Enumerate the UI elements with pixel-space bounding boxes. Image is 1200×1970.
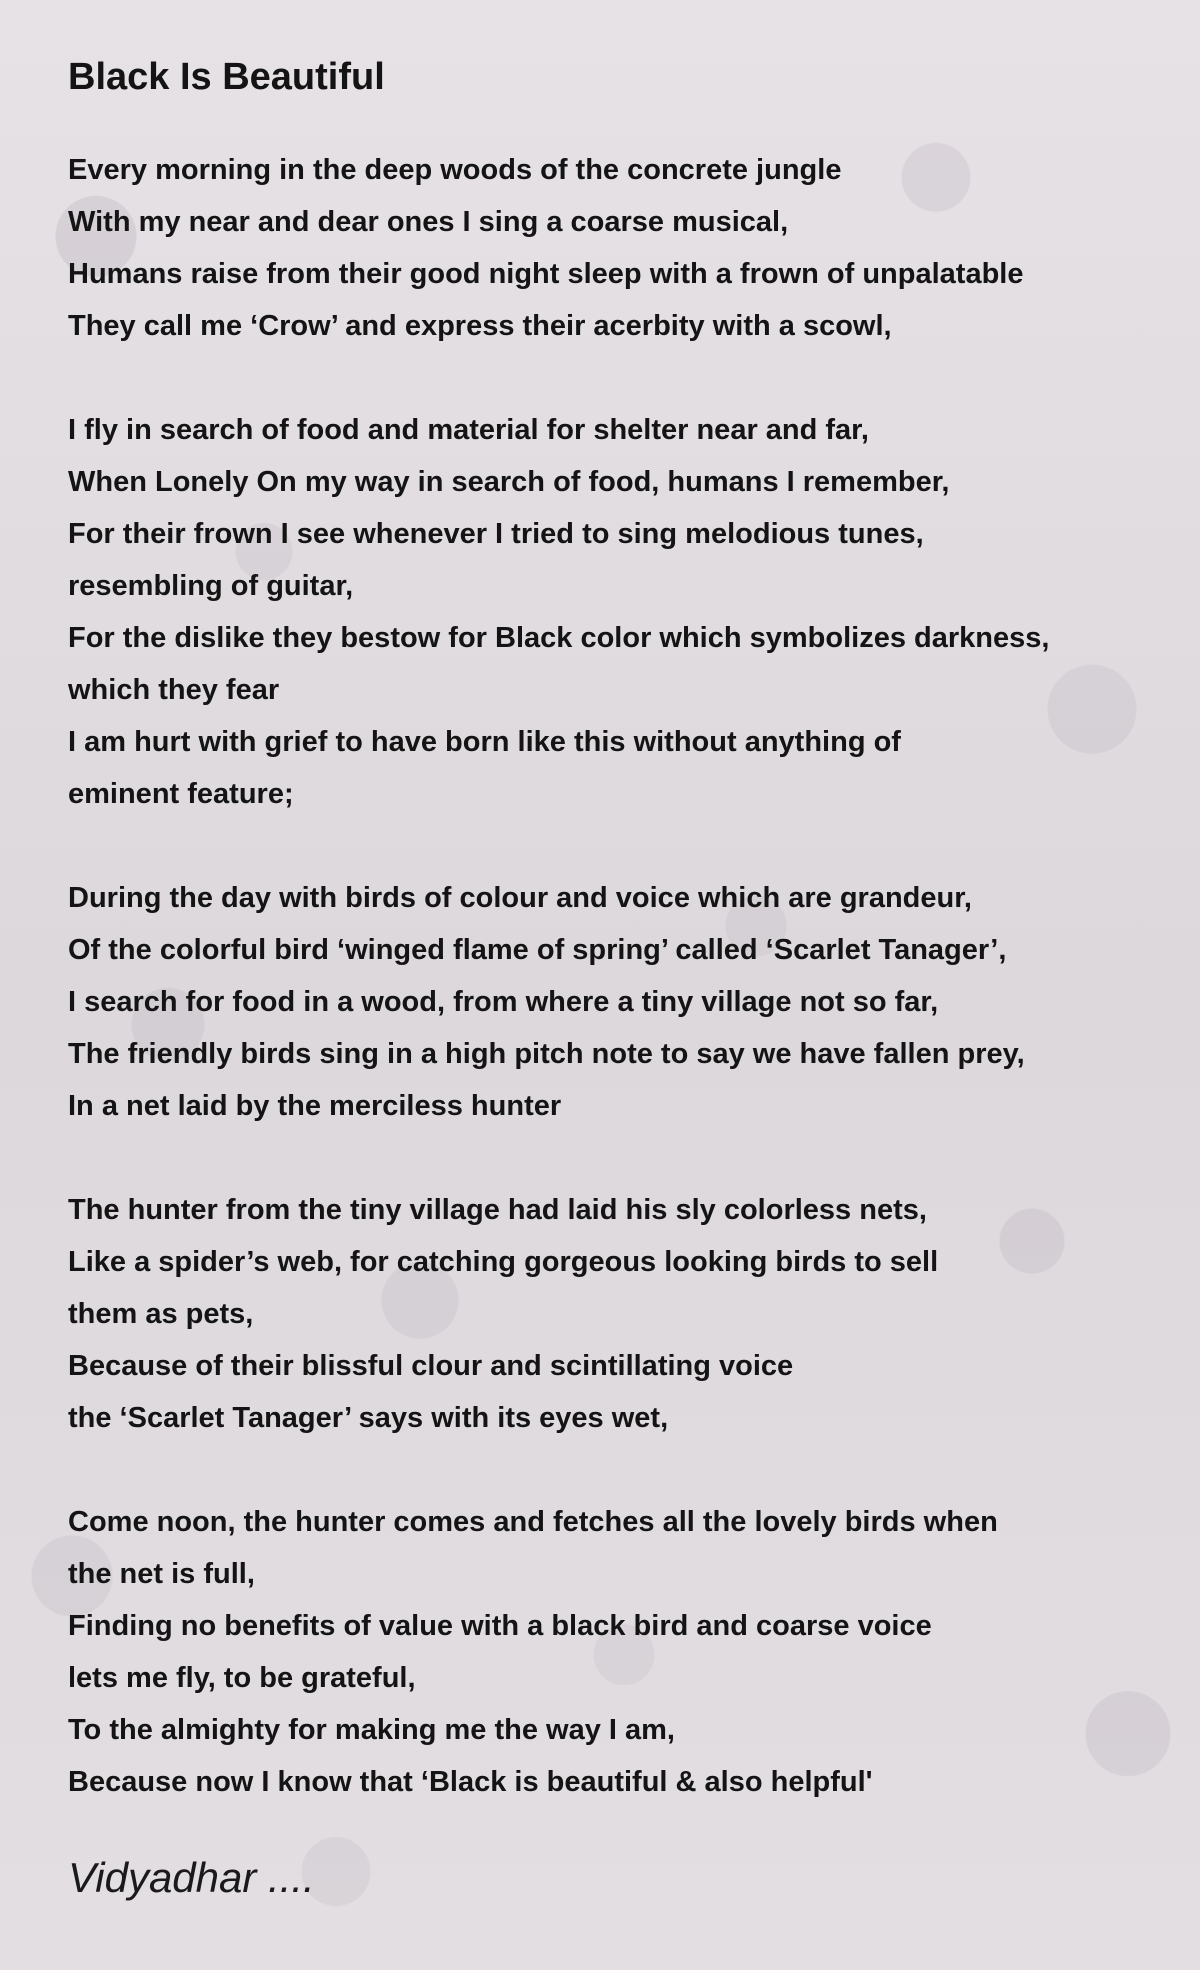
poem-line: When Lonely On my way in search of food, humans I remember, [68,466,950,498]
poem-line: I search for food in a wood, from where a tiny village not so far, [68,986,939,1018]
poem-line: To the almighty for making me the way I am, [68,1714,675,1746]
poem-title: Black Is Beautiful [68,56,385,98]
poem-line: Because of their blissful clour and scintillating voice [68,1350,794,1382]
poem-line: Every morning in the deep woods of the concrete jungle [68,154,842,186]
poem-line: Of the colorful bird ‘winged flame of spring’ called ‘Scarlet Tanager’, [68,934,1007,966]
poem-line: them as pets, [68,1298,254,1330]
poem-line: Because now I know that ‘Black is beautiful & also helpful' [68,1766,873,1798]
poem-line: Like a spider’s web, for catching gorgeous looking birds to sell [68,1246,939,1278]
poem-line: For their frown I see whenever I tried to sing melodious tunes, [68,518,924,550]
poem-line: The hunter from the tiny village had laid his sly colorless nets, [68,1194,927,1226]
poem-line: For the dislike they bestow for Black color which symbolizes darkness, [68,622,1050,654]
poem-line: They call me ‘Crow’ and express their acerbity with a scowl, [68,310,892,342]
poem-line: I am hurt with grief to have born like this without anything of [68,726,901,758]
poem-line: Come noon, the hunter comes and fetches all the lovely birds when [68,1506,998,1538]
poem-line: Humans raise from their good night sleep with a frown of unpalatable [68,258,1024,290]
stanza-1 [68,144,1160,352]
stanza-2 [68,404,1160,820]
poem-line: eminent feature; [68,778,294,810]
poem-line: which they fear [68,674,280,706]
poem-line: The friendly birds sing in a high pitch note to say we have fallen prey, [68,1038,1025,1070]
poem-line: In a net laid by the merciless hunter [68,1090,562,1122]
poem-line: Finding no benefits of value with a black bird and coarse voice [68,1610,932,1642]
stanza-4 [68,1184,1160,1444]
poem-line: With my near and dear ones I sing a coarse musical, [68,206,789,238]
poem-line: resembling of guitar, [68,570,354,602]
poem-line: I fly in search of food and material for shelter near and far, [68,414,869,446]
poem-author: Vidyadhar .... [68,1854,315,1901]
stanza-5 [68,1496,1160,1808]
poem-line: During the day with birds of colour and voice which are grandeur, [68,882,972,914]
poem-line: the net is full, [68,1558,255,1590]
poem-line: lets me fly, to be grateful, [68,1662,416,1694]
stanza-3 [68,872,1160,1132]
poem-line: the ‘Scarlet Tanager’ says with its eyes wet, [68,1402,669,1434]
